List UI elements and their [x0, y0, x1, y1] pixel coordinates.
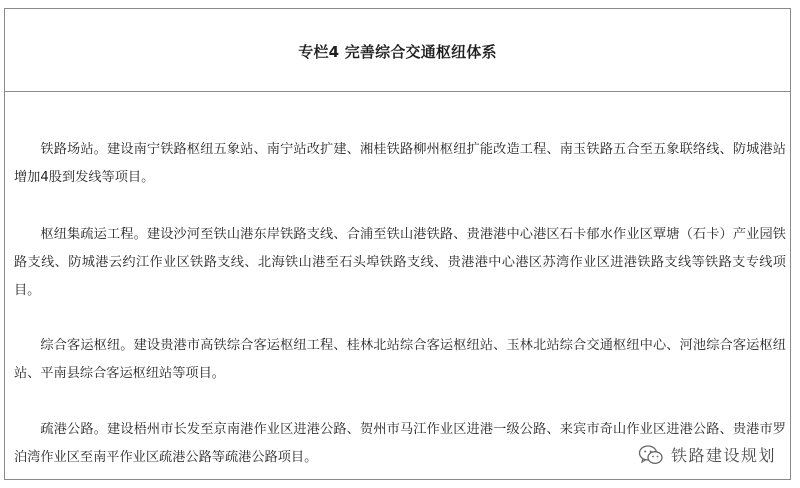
watermark-text: 铁路建设规划	[670, 446, 776, 465]
wechat-icon	[638, 444, 664, 466]
paragraph-hub-collection: 枢纽集疏运工程。建设沙河至铁山港东岸铁路支线、合浦至铁山港铁路、贵港港中心港区石卡郁水作业区覃塘（石卡）产业园铁路支线、防城港云约江作业区铁路支线、北海铁山港至石头埠铁路支线、贵港港中心港区苏湾作业区进港铁路支线等铁路支专线项目。	[14, 227, 786, 299]
paragraph-railway-stations: 铁路场站。建设南宁铁路枢纽五象站、南宁站改扩建、湘桂铁路柳州枢纽扩能改造工程、南玉铁路五合至五象联络线、防城港站增加4股到发线等项目。	[14, 142, 786, 186]
watermark	[638, 443, 776, 466]
content-box	[4, 8, 791, 480]
paragraph-port-roads: 疏港公路。建设梧州市长发至京南港作业区进港公路、贺州市马江作业区进港一级公路、来宾市奇山作业区进港公路、贵港市罗泊湾作业区至南平作业区疏港公路等疏港公路项目。	[14, 422, 786, 466]
content-body	[5, 92, 790, 481]
paragraph-passenger-hubs: 综合客运枢纽。建设贵港市高铁综合客运枢纽工程、桂林北站综合客运枢纽站、玉林北站综合交通枢纽中心、河池综合客运枢纽站、平南县综合客运枢纽站等项目。	[14, 338, 786, 382]
box-title: 专栏4 完善综合交通枢纽体系	[298, 42, 497, 61]
title-row	[5, 9, 790, 92]
